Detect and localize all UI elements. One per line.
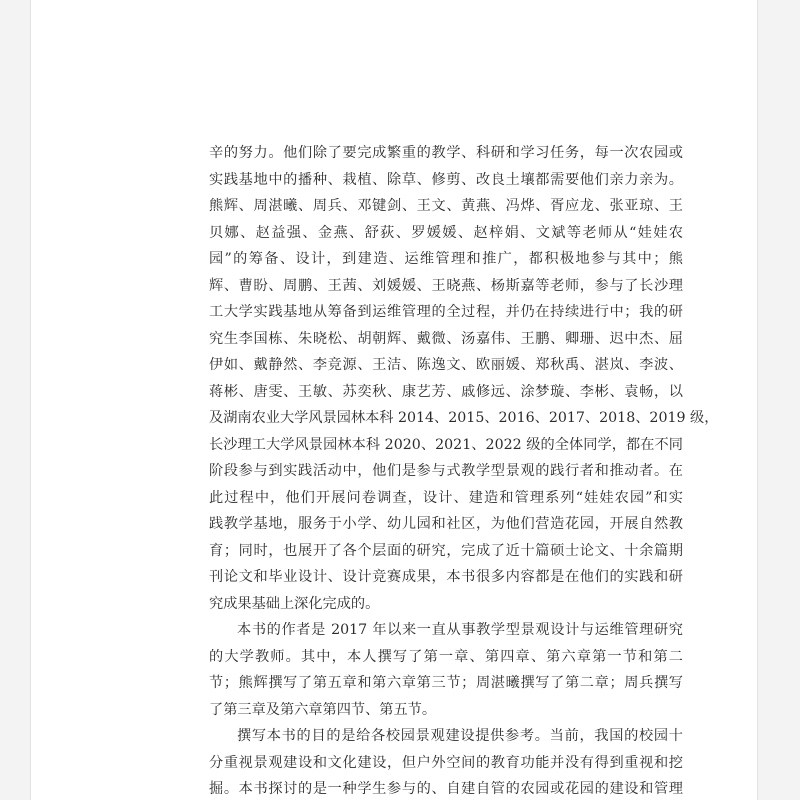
text-line: 究生李国栋、朱晓松、胡朝辉、戴微、汤嘉伟、王鹏、卿珊、迟中杰、屈 — [209, 330, 683, 347]
text-line: 伊如、戴静然、李竞源、王洁、陈逸文、欧丽媛、郑秋禹、湛岚、李波、 — [209, 357, 683, 373]
text-line: 节；熊辉撰写了第五章和第六章第三节；周湛曦撰写了第二章；周兵撰写 — [209, 675, 683, 691]
text-line: 掘。本书探讨的是一种学生参与的、自建自管的农园或花园的建设和管理 — [209, 781, 683, 797]
text-line: 践教学基地，服务于小学、幼儿园和社区，为他们营造花园，开展自然教 — [209, 516, 683, 532]
text-line: 刊论文和毕业设计、设计竞赛成果，本书很多内容都是在他们的实践和研 — [209, 569, 683, 585]
text-line: 工大学实践基地从筹备到运维管理的全过程，并仍在持续进行中；我的研 — [209, 304, 683, 320]
text-line: 实践基地中的播种、栽植、除草、修剪、改良土壤都需要他们亲力亲为。 — [209, 171, 683, 188]
text-line: 园”的筹备、设计，到建造、运维管理和推广，都积极地参与其中；熊 — [209, 251, 683, 267]
text-line: 育；同时，也展开了各个层面的研究，完成了近十篇硕士论文、十余篇期 — [209, 542, 683, 559]
text-line: 辛的努力。他们除了要完成繁重的教学、科研和学习任务，每一次农园或 — [209, 145, 683, 161]
text-line: 撰写本书的目的是给各校园景观建设提供参考。当前，我国的校园十 — [237, 728, 683, 744]
text-line: 阶段参与到实践活动中，他们是参与式教学型景观的践行者和推动者。在 — [209, 463, 683, 479]
text-line: 究成果基础上深化完成的。 — [209, 595, 380, 612]
text-line: 分重视景观建设和文化建设，但户外空间的教育功能并没有得到重视和挖 — [209, 754, 683, 771]
paragraph — [209, 723, 683, 800]
text-line: 本书的作者是 2017 年以来一直从事教学型景观设计与运维管理研究 — [237, 622, 683, 638]
text-line: 此过程中，他们开展问卷调查，设计、建造和管理系列“娃娃农园”和实 — [209, 489, 683, 506]
paragraph — [209, 140, 719, 617]
text-line: 了第三章及第六章第四节、第五节。 — [209, 701, 437, 718]
text-line: 贝娜、赵益强、金燕、舒荻、罗媛媛、赵梓娟、文斌等老师从“娃娃农 — [209, 224, 683, 241]
text-line: 辉、曹盼、周鹏、王茜、刘媛媛、王晓燕、杨斯嘉等老师，参与了长沙理 — [209, 277, 683, 294]
text-line: 长沙理工大学风景园林本科 2020、2021、2022 级的全体同学，都在不同 — [209, 436, 683, 453]
text-line: 的大学教师。其中，本人撰写了第一章、第四章、第六章第一节和第二 — [209, 648, 683, 665]
text-line: 熊辉、周湛曦、周兵、邓键剑、王文、黄燕、冯烨、胥应龙、张亚琼、王 — [209, 198, 683, 214]
body-text — [209, 140, 719, 800]
text-line: 及湖南农业大学风景园林本科 2014、2015、2016、2017、2018、2019 级， — [209, 410, 719, 426]
text-line: 蒋彬、唐雯、王敏、苏奕秋、康艺芳、戚修远、涂梦璇、李彬、袁畅，以 — [209, 383, 683, 400]
document-page — [30, 0, 758, 800]
paragraph — [209, 617, 683, 723]
